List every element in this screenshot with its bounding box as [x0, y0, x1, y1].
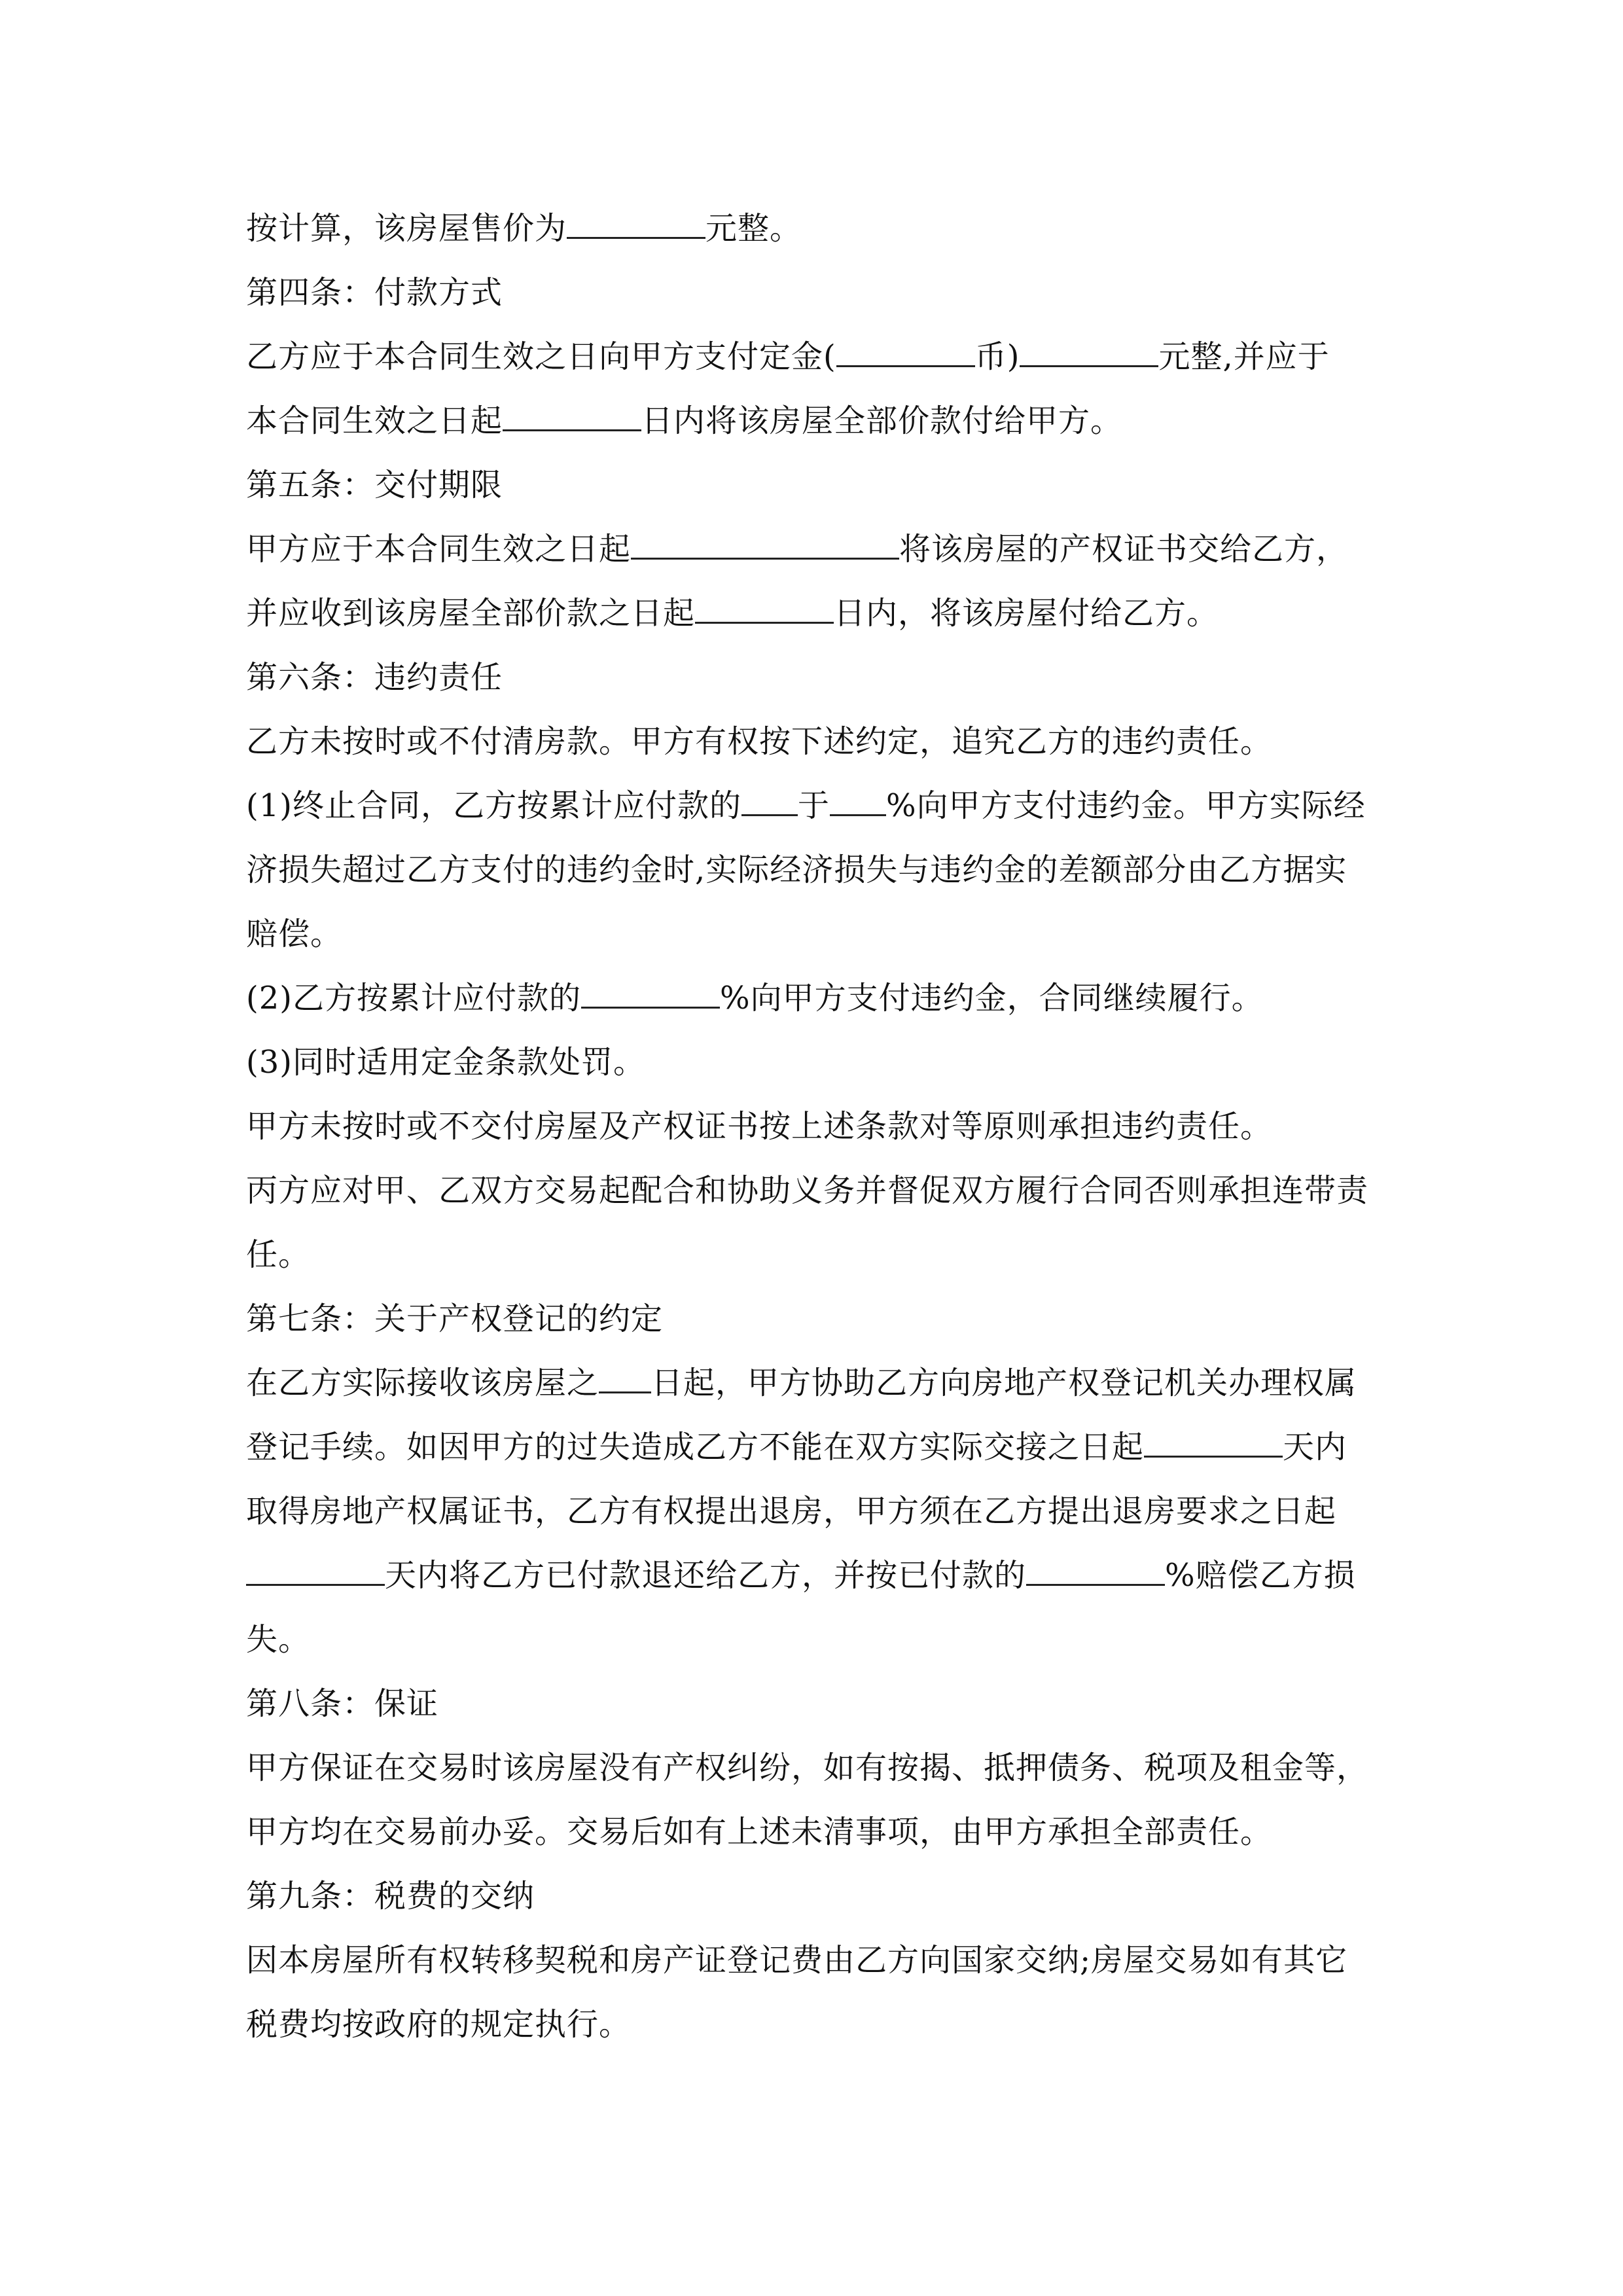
text: 甲方应于本合同生效之日起: [246, 531, 632, 567]
blank-days: [695, 593, 834, 624]
text-part: 乙方应于本合同生效之日向甲方支付定金(: [246, 338, 836, 375]
blank-currency: [836, 336, 975, 367]
text: (2)乙方按累计应付款的: [246, 980, 581, 1016]
text: 天内: [1283, 1429, 1347, 1465]
paragraph-line: 因本房屋所有权转移契税和房产证登记费由乙方向国家交纳;房屋交易如有其它: [246, 1942, 1348, 1979]
blank-short: [599, 1363, 651, 1393]
text: 天内将乙方已付款退还给乙方，并按已付款的: [385, 1557, 1027, 1594]
text-part: 币): [974, 338, 1020, 375]
paragraph-line: 税费均按政府的规定执行。: [246, 2006, 632, 2043]
text: %向甲方支付违约金，合同继续履行。: [720, 980, 1264, 1016]
text: 并应收到该房屋全部价款之日起: [246, 595, 696, 632]
article-8-heading: 第八条：保证: [246, 1685, 439, 1722]
blank-short: [830, 785, 886, 816]
paragraph-line: 甲方保证在交易时该房屋没有产权纠纷，如有按揭、抵押债务、税项及租金等，: [246, 1749, 1369, 1786]
text: 元整。: [705, 210, 802, 247]
text: 将该房屋的产权证书交给乙方，: [899, 531, 1349, 567]
registration-line-2: [246, 1415, 1398, 1479]
blank-days: [246, 1555, 385, 1586]
text: %赔偿乙方损: [1165, 1557, 1356, 1594]
article-4-heading: 第四条：付款方式: [246, 274, 503, 311]
text: [246, 325, 1330, 389]
text: 按计算，该房屋售价为: [246, 210, 567, 247]
clause-2-line: [246, 966, 1398, 1030]
blank-percent: [1026, 1555, 1165, 1586]
blank-days: [1144, 1427, 1283, 1458]
payment-deadline-line: [246, 389, 1398, 453]
paragraph-line: 取得房地产权属证书，乙方有权提出退房，甲方须在乙方提出退房要求之日起: [246, 1493, 1337, 1530]
text-part: 元整,并应于: [1158, 338, 1330, 375]
blank-date: [631, 529, 899, 560]
article-9-heading: 第九条：税费的交纳: [246, 1878, 535, 1914]
paragraph-line: 任。: [246, 1236, 311, 1273]
clause-1-line: [246, 774, 1398, 838]
text: %向甲方支付违约金。甲方实际经: [886, 787, 1366, 824]
delivery-line-2: [246, 581, 1398, 645]
text: 在乙方实际接收该房屋之: [246, 1365, 599, 1401]
paragraph-line: 甲方均在交易前办妥。交易后如有上述未清事项，由甲方承担全部责任。: [246, 1814, 1273, 1850]
blank-percent: [581, 978, 720, 1009]
blank-price: [567, 208, 705, 239]
clause-3-line: (3)同时适用定金条款处罚。: [246, 1044, 645, 1081]
article-6-heading: 第六条：违约责任: [246, 659, 503, 696]
paragraph-line: 甲方未按时或不交付房屋及产权证书按上述条款对等原则承担违约责任。: [246, 1108, 1273, 1145]
paragraph-line: 丙方应对甲、乙双方交易起配合和协助义务并督促双方履行合同否则承担连带责: [246, 1172, 1369, 1209]
blank-days: [503, 401, 641, 431]
text: 日内，将该房屋付给乙方。: [834, 595, 1219, 632]
text: (1)终止合同，乙方按累计应付款的: [246, 787, 741, 824]
registration-line-4: [246, 1543, 1398, 1607]
paragraph-line: 赔偿。: [246, 916, 343, 952]
text: 本合同生效之日起: [246, 403, 503, 439]
text: 登记手续。如因甲方的过失造成乙方不能在双方实际交接之日起: [246, 1429, 1145, 1465]
article-5-heading: 第五条：交付期限: [246, 467, 503, 503]
delivery-line-1: [246, 517, 1398, 581]
paragraph-line: 失。: [246, 1621, 311, 1658]
text: 日内将该房屋全部价款付给甲方。: [641, 403, 1123, 439]
blank-short: [741, 785, 798, 816]
price-line: [246, 196, 1398, 260]
deposit-line: [246, 325, 1398, 389]
paragraph-line: 济损失超过乙方支付的违约金时,实际经济损失与违约金的差额部分由乙方据实: [246, 852, 1347, 888]
text: 日起，甲方协助乙方向房地产权登记机关办理权属: [651, 1365, 1357, 1401]
article-7-heading: 第七条：关于产权登记的约定: [246, 1300, 664, 1337]
blank-deposit: [1020, 336, 1158, 367]
registration-line-1: [246, 1351, 1398, 1415]
contract-page: [246, 196, 1398, 2056]
paragraph-line: 乙方未按时或不付清房款。甲方有权按下述约定，追究乙方的违约责任。: [246, 723, 1273, 760]
text: 于: [798, 787, 830, 824]
